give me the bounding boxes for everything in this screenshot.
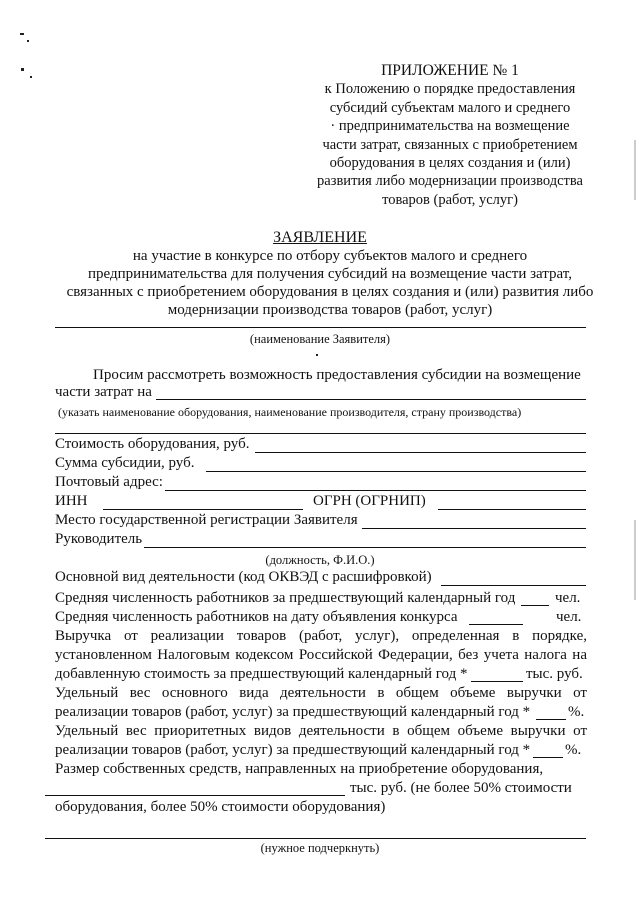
request-line-1: Просим рассмотреть возможность предоставления субсидии на возмещение (93, 367, 581, 383)
head-label: Руководитель (55, 531, 143, 547)
share-main-line-1: Удельный вес основного вида деятельности в общем объеме выручки от (55, 685, 587, 701)
appendix-line: товаров (работ, услуг) (382, 191, 518, 208)
share-main-unit: %. (568, 704, 585, 720)
subtitle-line: связанных с приобретением оборудования в целях создания и (или) развития либо (66, 284, 594, 300)
staff-prev-label: Средняя численность работников за предшествующий календарный год (55, 590, 516, 606)
subsidy-field[interactable] (206, 471, 586, 472)
postal-address-field[interactable] (165, 490, 586, 491)
share-main-field[interactable] (536, 719, 566, 720)
head-field[interactable] (144, 547, 586, 548)
scan-speck (20, 33, 24, 35)
statement-subtitle (40, 247, 620, 319)
staff-now-field[interactable] (469, 624, 523, 625)
scan-speck (634, 140, 636, 200)
appendix-line: оборудования в целях создания и (или) (329, 155, 571, 172)
appendix-line: субсидий субъектам малого и среднего (329, 99, 571, 116)
own-funds-line-2: тыс. руб. (не более 50% стоимости (350, 780, 572, 796)
registration-label: Место государственной регистрации Заявителя (55, 512, 358, 528)
subtitle-line: на участие в конкурсе по отбору субъектов малого и среднего (132, 248, 528, 264)
equipment-field-extra[interactable] (55, 433, 586, 434)
appendix-line: развития либо модернизации производства (317, 173, 583, 190)
inn-label: ИНН (55, 493, 88, 509)
cost-field[interactable] (255, 452, 586, 453)
subtitle-line: предпринимательства для получения субсидий на возмещение части затрат, (88, 266, 572, 282)
equipment-field[interactable] (156, 399, 586, 400)
staff-now-label: Средняя численность работников на дату объявления конкурса (55, 609, 458, 625)
appendix-line: · предпринимательства на возмещение (330, 118, 570, 135)
subsidy-label: Сумма субсидии, руб. (55, 455, 195, 471)
registration-field[interactable] (362, 528, 586, 529)
staff-prev-unit: чел. (555, 590, 581, 606)
staff-now-unit: чел. (556, 609, 582, 625)
share-priority-unit: %. (565, 742, 582, 758)
staff-prev-field[interactable] (521, 605, 549, 606)
scan-speck (30, 76, 32, 78)
okved-field[interactable] (441, 585, 586, 586)
share-priority-line-1: Удельный вес приоритетных видов деятельности в общем объеме выручки от (55, 723, 587, 739)
revenue-field[interactable] (471, 681, 523, 682)
scan-speck (27, 40, 29, 42)
own-funds-line-3: оборудования, более 50% стоимости оборудования) (55, 799, 386, 815)
okved-label: Основной вид деятельности (код ОКВЭД с расшифровкой) (55, 569, 432, 585)
revenue-line-1: Выручка от реализации товаров (работ, услуг), определенная в порядке, (55, 628, 587, 644)
subtitle-line: модернизации производства товаров (работ, услуг) (167, 302, 493, 318)
revenue-unit: тыс. руб. (526, 666, 583, 682)
appendix-line: к Положению о порядке предоставления (324, 81, 576, 98)
inn-field[interactable] (103, 509, 303, 510)
postal-address-label: Почтовый адрес: (55, 474, 163, 490)
applicant-caption: (наименование Заявителя) (249, 332, 391, 346)
share-priority-line-2: реализации товаров (работ, услуг) за предшествующий календарный год * (55, 742, 531, 758)
appendix-heading: ПРИЛОЖЕНИЕ № 1 (381, 62, 519, 79)
own-funds-note-field[interactable] (45, 838, 586, 839)
revenue-line-2: установленном Налоговым кодексом Российской Федерации, без учета налога на (55, 647, 587, 663)
ogrn-field[interactable] (438, 509, 586, 510)
appendix-block (300, 62, 600, 209)
request-line-2: части затрат на (55, 384, 152, 400)
underline-caption: (нужное подчеркнуть) (260, 841, 380, 855)
share-main-line-2: реализации товаров (работ, услуг) за предшествующий календарный год * (55, 704, 531, 720)
scan-speck (21, 68, 24, 71)
cost-label: Стоимость оборудования, руб. (55, 436, 250, 452)
revenue-line-3: добавленную стоимость за предшествующий календарный год * (55, 666, 468, 682)
own-funds-line-1: Размер собственных средств, направленных на приобретение оборудования, (55, 761, 544, 777)
share-priority-field[interactable] (533, 757, 563, 758)
applicant-name-field[interactable] (55, 327, 586, 328)
head-caption: (должность, Ф.И.О.) (265, 553, 375, 567)
scan-speck (316, 354, 318, 356)
ogrn-label: ОГРН (ОГРНИП) (313, 493, 426, 509)
equipment-caption: (указать наименование оборудования, наименование производителя, страну производства) (58, 405, 522, 419)
appendix-line: части затрат, связанных с приобретением (322, 136, 578, 153)
statement-title: ЗАЯВЛЕНИЕ (273, 229, 367, 246)
own-funds-field[interactable] (45, 795, 345, 796)
